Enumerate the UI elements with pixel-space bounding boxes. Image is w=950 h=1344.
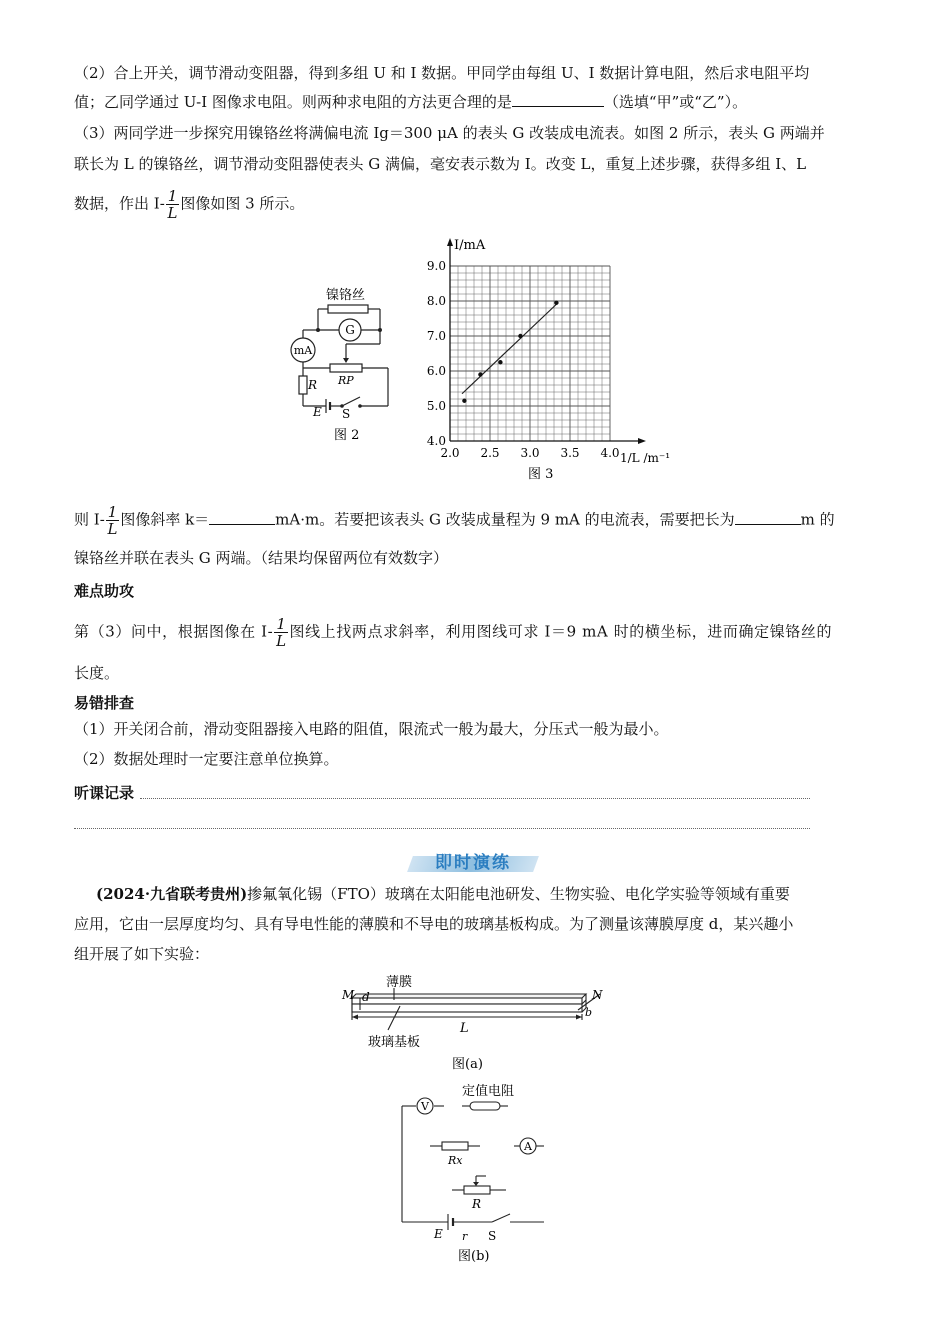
question-end-text: m 的	[800, 510, 835, 529]
fraction-1-over-l: $\frac{1}{L}$	[167, 187, 178, 222]
part3-line2: 联长为 L 的镍铬丝，调节滑动变阻器使表头 G 满偏，毫安表示数为 I。改变 L，重复上述步骤，获得多组 I、L	[74, 155, 807, 173]
practice-line1	[74, 881, 878, 908]
y-axis-label: I/mA	[454, 238, 486, 253]
figure-b-caption: 图(b)	[458, 1249, 490, 1264]
hint-line2: 长度。	[74, 664, 120, 682]
practice-text: 掺氟氧化锡（FTO）玻璃在太阳能电池研发、生物实验、电化学实验等领域有重要	[247, 885, 790, 903]
notes-line-1[interactable]	[140, 798, 810, 799]
fit-line	[462, 303, 558, 394]
hint-text-end: 图线上找两点求斜率，利用图线可求 I＝9 mA 时的横坐标，进而确定镍铬丝的	[289, 622, 833, 641]
data-point	[478, 372, 482, 376]
label-s: S	[342, 407, 351, 421]
question-slope-text: 图像斜率 k＝	[120, 510, 210, 529]
label-e: E	[313, 405, 322, 419]
label-g: G	[345, 323, 355, 337]
practice-line3: 组开展了如下实验：	[74, 945, 210, 963]
label-b: b	[585, 1006, 593, 1019]
label-rp: RP	[338, 374, 354, 387]
rheostat-r	[464, 1186, 490, 1194]
label-rheostat: R	[472, 1197, 482, 1211]
practice-banner-text: 即时演练	[435, 853, 511, 873]
fraction-1-over-l: $\frac{1}{L}$	[107, 503, 118, 538]
hint-text: 第（3）问中，根据图像在 I-	[74, 622, 274, 641]
part3-line3	[74, 188, 878, 221]
y-tick-label: 6.0	[426, 364, 446, 378]
part2-text: 值；乙同学通过 U-I 图像求电阻。则两种求电阻的方法更合理的是	[74, 93, 512, 111]
figure-3-caption: 图 3	[528, 467, 554, 482]
figure-a-caption: 图(a)	[452, 1057, 483, 1072]
answer-blank-method[interactable]	[512, 90, 604, 107]
label-d: d	[362, 990, 370, 1004]
resistor-r	[299, 376, 307, 394]
figure-a	[338, 970, 618, 1072]
label-l: L	[460, 1021, 469, 1036]
data-point	[462, 399, 466, 403]
fixed-resistor	[470, 1102, 500, 1110]
data-point	[518, 334, 522, 338]
label-s-b: S	[488, 1229, 497, 1243]
data-point	[498, 360, 502, 364]
label-m: M	[342, 988, 355, 1002]
label-ma: mA	[293, 344, 313, 357]
practice-source: (2024·九省联考贵州)	[96, 885, 248, 903]
fraction-1-over-l: $\frac{1}{L}$	[276, 615, 287, 650]
question-pre: 则 I-	[74, 510, 105, 529]
pitfalls-heading: 易错排查	[74, 694, 135, 712]
pitfall-item-1: （1）开关闭合前，滑动变阻器接入电路的阻值，限流式一般为最大，分压式一般为最小。	[74, 720, 669, 738]
part3-text: 数据，作出 I-	[74, 194, 165, 213]
x-axis-label: 1/L /m⁻¹	[620, 451, 670, 465]
label-e-b: E	[434, 1227, 443, 1241]
rheostat-rp	[330, 364, 362, 372]
y-tick-label: 4.0	[426, 434, 446, 448]
x-tick-label: 3.5	[560, 446, 580, 460]
x-tick-label: 2.5	[480, 446, 500, 460]
label-film: 薄膜	[386, 975, 413, 990]
resistor-rx	[442, 1142, 468, 1150]
figure-2-circuit	[286, 282, 402, 444]
label-fixed-resistor: 定值电阻	[462, 1084, 515, 1099]
part3-text-end: 图像如图 3 所示。	[180, 194, 305, 213]
part3-line1: （3）两同学进一步探究用镍铬丝将满偏电流 Ig＝300 μA 的表头 G 改装成电流表。如图 2 所示，表头 G 两端并	[74, 124, 825, 142]
label-nichrome: 镍铬丝	[326, 288, 366, 303]
nichrome-wire	[328, 305, 368, 313]
practice-line2: 应用，它由一层厚度均匀、具有导电性能的薄膜和不导电的玻璃基板构成。为了测量该薄膜厚度 d，某兴趣小	[74, 915, 794, 933]
notes-heading: 听课记录	[74, 784, 135, 802]
x-tick-label: 3.0	[520, 446, 540, 460]
figure-2-caption: 图 2	[334, 428, 360, 443]
figure-3-chart	[420, 230, 670, 482]
question-line1	[74, 504, 878, 537]
x-tick-label: 2.0	[440, 446, 460, 460]
hint-line1	[74, 616, 878, 649]
pitfall-item-2: （2）数据处理时一定要注意单位换算。	[74, 750, 339, 768]
y-tick-label: 9.0	[426, 259, 446, 273]
data-point	[554, 301, 558, 305]
part2-line2	[74, 89, 878, 116]
y-tick-label: 8.0	[426, 294, 446, 308]
notes-line-2[interactable]	[74, 828, 810, 829]
y-tick-label: 5.0	[426, 399, 446, 413]
label-v: V	[421, 1100, 429, 1113]
label-r: R	[308, 378, 318, 392]
part2-text-end: （选填“甲”或“乙”）。	[603, 93, 748, 111]
answer-blank-slope[interactable]	[209, 508, 275, 525]
label-rx: Rx	[448, 1154, 463, 1167]
figure-b	[396, 1078, 556, 1268]
practice-banner	[410, 850, 536, 876]
y-tick-label: 7.0	[426, 329, 446, 343]
hint-heading: 难点助攻	[74, 582, 135, 600]
label-n: N	[592, 988, 603, 1002]
x-tick-label: 4.0	[600, 446, 620, 460]
question-unit-text: mA·m。若要把该表头 G 改装成量程为 9 mA 的电流表，需要把长为	[275, 510, 735, 529]
label-a: A	[524, 1140, 532, 1153]
label-internal-r: r	[462, 1230, 468, 1243]
question-line2: 镍铬丝并联在表头 G 两端。（结果均保留两位有效数字）	[74, 549, 449, 567]
part2-line1: （2）合上开关，调节滑动变阻器，得到多组 U 和 I 数据。甲同学由每组 U、I 数据计算电阻，然后求电阻平均	[74, 64, 810, 82]
answer-blank-length[interactable]	[735, 508, 801, 525]
label-glass: 玻璃基板	[368, 1035, 421, 1050]
